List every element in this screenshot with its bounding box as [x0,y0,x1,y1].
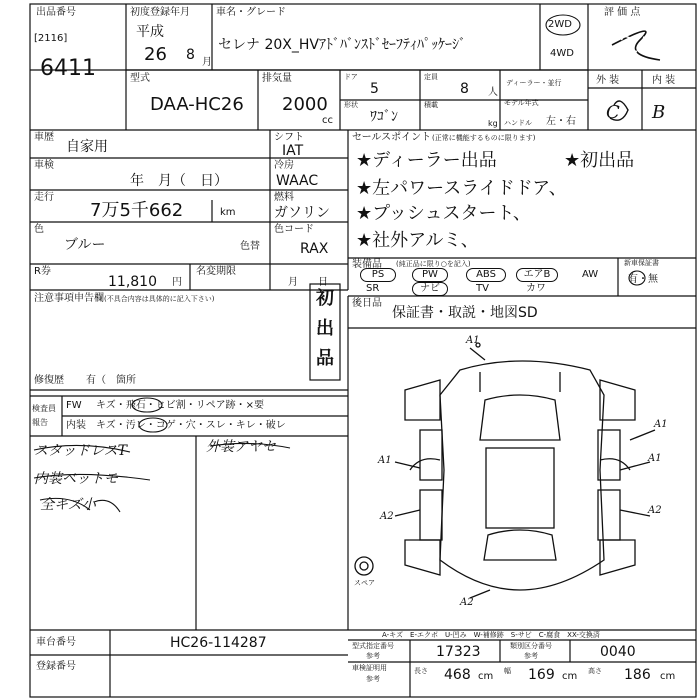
reg-year: 26 [144,44,167,65]
handwritten-note-3: 全キズ小 [40,497,96,513]
fw-label: FW [66,400,82,411]
namechange-unit: 月 日 [288,277,328,288]
chassis-label: 車台番号 [36,637,76,648]
length-value: 468 [444,667,471,683]
class-no-ref: 参考 [524,652,538,660]
dealer-label: ディーラー・並行 [506,79,562,87]
colorcode-value: RAX [300,241,329,257]
namechange-label: 名変期限 [196,266,236,277]
shift-label: シフト [274,132,304,143]
shape-value: ﾜｺﾞﾝ [370,109,398,125]
inspector-label: 検査員報告 [32,404,56,427]
length-label: 長さ [414,667,428,675]
handwritten-note-2: 内装ベットモ [34,471,118,487]
exterior-label: 外 装 [596,75,620,86]
displacement-label: 排気量 [262,73,292,84]
width-unit: cm [562,671,578,682]
dims-label: 車検証明用 [352,664,387,672]
mileage-unit: km [220,207,236,218]
equip-sr: SR [366,283,380,294]
mileage-value: 7万5千662 [90,200,184,221]
ac-value: WAAC [276,173,319,189]
damage-mark-left-front: A1 [378,455,392,466]
fw-items: キズ・飛石・ヒビ割・リペア跡・×要 [96,400,264,411]
door-value: 5 [370,81,379,97]
equip-navi: ナビ [412,282,448,296]
exterior-grade: C [606,102,620,123]
recycle-unit: 円 [172,277,182,288]
car-diagram [355,343,655,598]
repair-label: 修復歴 [34,375,64,386]
handle-value: 左・右 [546,116,576,127]
recycle-value: 11,810 [108,274,157,290]
damage-mark-front: A1 [466,335,480,346]
first-stamp-1: 初 [316,288,334,309]
reg-number-label: 登録番号 [36,661,76,672]
handwritten-note-4: 外装アヤセ [206,439,276,455]
equipment-sublabel: (純正品に限り○を記入) [396,260,471,268]
type-no-value: 17323 [436,644,481,660]
dims-ref: 参考 [366,675,380,683]
colorcode-label: 色コード [274,224,314,235]
reg-date-label: 初度登録年月 [130,7,190,18]
inspection-label: 車検 [34,160,54,171]
after-items-label: 後日品 [352,298,382,309]
damage-mark-rear: A2 [460,597,474,608]
model-year-label: モデル年式 [504,99,539,107]
interior-grade: B [652,102,666,123]
score-value: 3.5 [618,34,653,59]
new-warranty-label: 新車保証書 [624,259,659,267]
sales-points-sublabel: (正常に機能するものに限ります) [432,134,536,142]
color-label: 色 [34,224,44,235]
type-no-ref: 参考 [366,652,380,660]
equip-abs: ABS [466,268,506,282]
car-name: セレナ 20X_HVｱﾄﾞﾊﾞﾝｽﾄﾞｾｰﾌﾃｨﾊﾟｯｹｰｼﾞ [218,37,466,53]
damage-mark-left-rear: A2 [380,511,394,522]
repair-value: 有（ 箇所 [86,375,136,386]
first-stamp-3: 品 [316,348,334,369]
interior-label: 内 装 [652,75,676,86]
class-no-value: 0040 [600,644,636,660]
shape-label: 形状 [344,101,358,109]
history-value: 自家用 [66,139,108,155]
after-items-value: 保証書・取説・地図SD [392,305,538,321]
sales-point-5: ★社外アルミ、 [356,230,479,251]
equip-leather: カワ [526,283,546,294]
type-no-label: 型式指定番号 [352,642,394,650]
interior-check-label: 内装 [66,420,86,431]
damage-mark-right-mid: A1 [654,419,668,430]
sales-point-2: ★初出品 [564,150,635,171]
capacity-label: 定員 [424,73,438,81]
equip-pw: PW [412,268,448,282]
reg-era: 平成 [136,24,164,40]
sales-point-1: ★ディーラー出品 [356,150,497,171]
recolor-label: 色替 [240,241,260,252]
sales-point-3: ★左パワースライドドア、 [356,178,567,199]
score-label: 評 価 点 [604,7,641,18]
first-stamp-2: 出 [316,318,334,339]
shift-value: IAT [282,143,304,159]
reg-month-unit: 月 [202,57,212,68]
width-value: 169 [528,667,555,683]
handwritten-note-1: スタッドレスT [34,443,127,459]
fuel-value: ガソリン [274,205,330,221]
spare-label: スペア [354,579,375,587]
length-unit: cm [478,671,494,682]
lot-label: 出品番号 [36,7,76,18]
car-name-label: 車名・グレード [216,7,286,18]
capacity-unit: 人 [488,87,498,98]
damage-legend: A-キズ E-エクボ U-凹み W-補修跡 S-サビ C-腐食 XX-交換済 [382,631,600,639]
lot-number: 6411 [40,56,96,81]
color-value: ブルー [64,237,106,253]
inspection-value: 年 月（ 日） [130,173,228,189]
capacity-value: 8 [460,81,469,97]
load-unit: kg [488,119,498,128]
drive-2wd: 2WD [548,19,572,30]
recycle-label: R券 [34,266,51,277]
chassis-value: HC26-114287 [170,635,267,651]
equip-tv: TV [476,283,489,294]
new-warranty-value: 有・無 [628,274,658,285]
drive-4wd: 4WD [550,48,574,59]
model-label: 型式 [130,73,150,84]
ac-label: 冷房 [274,160,294,171]
sales-points-label: セールスポイント [352,132,432,143]
notes-sublabel: (不具合内容は具体的に記入下さい) [104,295,215,303]
height-unit: cm [660,671,676,682]
class-no-label: 類別区分番号 [510,642,552,650]
mileage-label: 走行 [34,192,54,203]
interior-check-items: キズ・汚レ・コゲ・穴・スレ・キレ・破レ [96,420,286,431]
model-value: DAA-HC26 [150,94,244,115]
reg-month: 8 [186,47,195,63]
sales-point-4: ★プッシュスタート、 [356,203,531,224]
equip-ps: PS [360,268,396,282]
height-value: 186 [624,667,651,683]
equip-airbag: エアB [516,268,558,282]
height-label: 高さ [588,667,602,675]
damage-mark-right-rear: A2 [648,505,662,516]
displacement-value: 2000 [282,94,328,115]
equipment-label: 装備品 [352,259,382,270]
width-label: 幅 [504,667,511,675]
fuel-label: 燃料 [274,192,294,203]
equip-aw: AW [582,269,599,280]
door-label: ドア [344,73,358,81]
damage-mark-right-front: A1 [648,453,662,464]
load-label: 積載 [424,101,438,109]
handle-label: ハンドル [504,119,532,127]
displacement-unit: cc [322,115,333,126]
history-label: 車歴 [34,132,54,143]
lot-sub: [2116] [34,33,68,44]
notes-label: 注意事項申告欄 [34,293,104,304]
